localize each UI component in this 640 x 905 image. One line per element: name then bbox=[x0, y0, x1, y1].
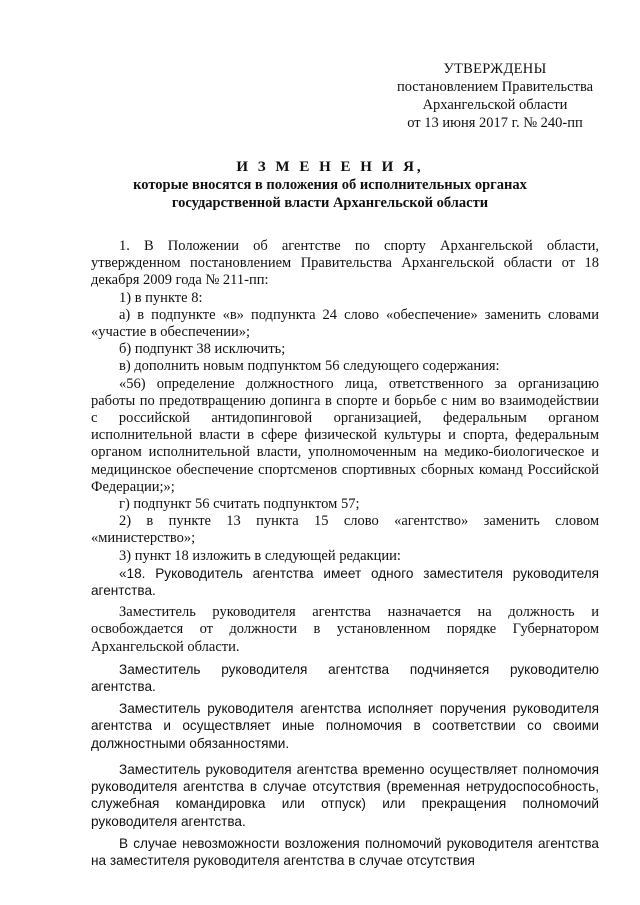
paragraph: 2) в пункте 13 пункта 15 слово «агентство» заменить словом «министерство»; bbox=[91, 513, 599, 547]
approval-heading: УТВЕРЖДЕНЫ bbox=[443, 61, 547, 77]
paragraph: 1) в пункте 8: bbox=[119, 289, 203, 306]
paragraph: Заместитель руководителя агентства временно осуществляет полномочия руководителя агентства в случае отсутствия (временная нетрудоспособность, служебная командировка или отпуск) или прекращения полномочий руководителя агентства. bbox=[91, 761, 599, 829]
paragraph: В случае невозможности возложения полномочий руководителя агентства на заместителя руководителя агентства в случае отсутствия bbox=[91, 835, 599, 868]
paragraph: Заместитель руководителя агентства подчиняется руководителю агентства. bbox=[91, 661, 599, 695]
document-subtitle: государственной власти Архангельской области bbox=[171, 195, 489, 211]
document-subtitle: которые вносятся в положения об исполнительных органах bbox=[133, 177, 527, 193]
approval-line: Архангельской области bbox=[422, 97, 568, 113]
approval-stamp bbox=[380, 60, 610, 132]
paragraph: в) дополнить новым подпунктом 56 следующего содержания: bbox=[119, 358, 500, 375]
paragraph: 1. В Положении об агентстве по спорту Архангельской области, утвержденном постановлением Правительства Архангельской области от 18 декабря 2009 года № 211-пп: bbox=[91, 238, 599, 289]
document-body bbox=[91, 238, 599, 869]
paragraph: г) подпункт 56 считать подпунктом 57; bbox=[119, 496, 360, 513]
paragraph: Заместитель руководителя агентства назначается на должность и освобождается от должности в установленном порядке Губернатором Архангельской области. bbox=[91, 604, 599, 655]
approval-date-line: от 13 июня 2017 г. № 240-пп bbox=[407, 115, 583, 131]
paragraph: «56) определение должностного лица, ответственного за организацию работы по предотвращению допинга в спорте и борьбе с ним во взаимодействии с российской антидопинговой организацией, федеральным органом исполнительной власти в сфере физической культуры и спорта, федеральным органом исполнительной власти, уполномоченным на медико-биологическое и медицинское обеспечение спортсменов спортивных сборных команд Российской Федерации;»; bbox=[91, 375, 599, 495]
paragraph: 3) пункт 18 изложить в следующей редакции: bbox=[119, 547, 401, 564]
paragraph: «18. Руководитель агентства имеет одного заместителя руководителя агентства. bbox=[91, 565, 599, 599]
paragraph: б) подпункт 38 исключить; bbox=[119, 341, 286, 358]
paragraph: а) в подпункте «в» подпункта 24 слово «обеспечение» заменить словами «участие в обеспечении»; bbox=[91, 306, 599, 341]
document-heading bbox=[60, 158, 600, 212]
paragraph: Заместитель руководителя агентства исполняет поручения руководителя агентства и осуществляет иные полномочия в соответствии со своими должностными обязанностями. bbox=[91, 701, 599, 751]
document-title: И З М Е Н Е Н И Я, bbox=[236, 159, 424, 175]
approval-line: постановлением Правительства bbox=[396, 79, 594, 95]
